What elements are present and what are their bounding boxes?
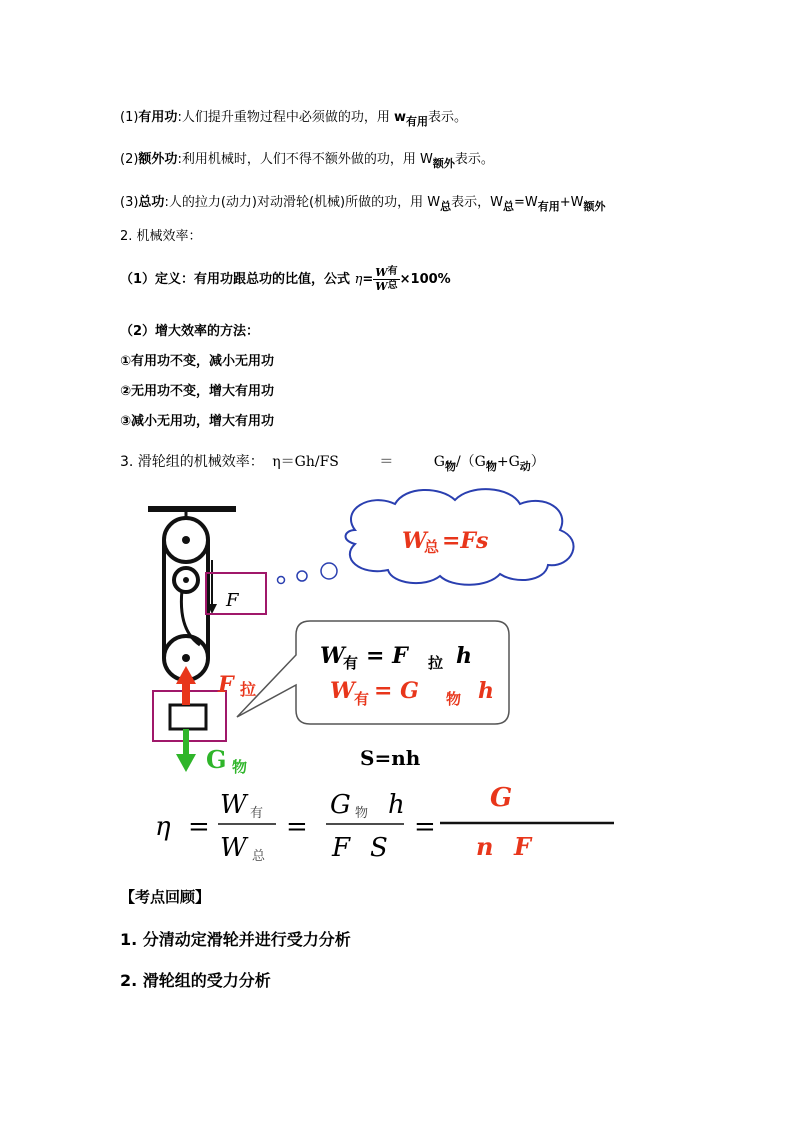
svg-text:物: 物 (355, 806, 369, 821)
efficiency-heading: 2. 机械效率： (120, 229, 202, 244)
svg-text:n: n (476, 832, 494, 861)
cloud-eq: =Fs (442, 528, 489, 554)
speech-bubble (237, 621, 509, 724)
svg-text:G: G (490, 783, 513, 813)
svg-text:W: W (220, 833, 247, 863)
svg-text:拉: 拉 (240, 680, 257, 699)
svg-text:有: 有 (343, 654, 359, 672)
svg-text:h: h (456, 643, 472, 669)
svg-text:h: h (388, 790, 405, 820)
bubble-line2-w: W (330, 678, 355, 704)
svg-text:有: 有 (250, 806, 264, 821)
small-pulley (174, 568, 198, 592)
method-title: （2）增大效率的方法： (120, 324, 260, 339)
svg-text:F: F (332, 833, 351, 863)
svg-text:W: W (220, 790, 247, 820)
review-title: 【考点回顾】 (120, 888, 211, 906)
svg-text:=: = (286, 812, 308, 842)
def-extra-work: (2)额外功:利用机械时，人们不得不额外做的功，用 $W_{额外}$表示。 (120, 152, 494, 170)
svg-text:物: 物 (446, 690, 462, 708)
cloud-w: W (402, 528, 427, 554)
svg-text:= G: = G (374, 678, 419, 704)
load-block (170, 705, 206, 729)
s-equals-nh: S=nh (360, 746, 421, 770)
method-item: ①有用功不变，减小无用功 (120, 354, 275, 369)
svg-text:F: F (514, 832, 532, 861)
bubble-line1-w: W (320, 643, 345, 669)
method-item: ②无用功不变，增大有用功 (120, 384, 275, 399)
svg-text:h: h (478, 678, 494, 704)
method-item: ③减小无用功，增大有用功 (120, 414, 275, 429)
g-arrow (176, 754, 196, 772)
def-useful-work: (1)有用功:人们提升重物过程中必须做的功，用 $w_{有用}$表示。 (120, 110, 467, 128)
svg-text:= F: = F (366, 643, 408, 669)
svg-text:拉: 拉 (428, 654, 444, 672)
pulley-heading: 3. 滑轮组的机械效率： $\eta=Gh/FS = G_物/(G_物+G_动)$ (120, 454, 545, 473)
pulley-diagram (0, 480, 794, 900)
svg-text:物: 物 (232, 758, 248, 776)
g-label: G (206, 745, 227, 774)
svg-text:S: S (370, 833, 388, 863)
def-total-work: (3)总功:人的拉力(动力)对动滑轮(机械)所做的功，用 $W_总$表示，$W_总=W_{有用}+W_{额外}$ (120, 195, 606, 213)
svg-text:η: η (155, 812, 171, 842)
f-pull-label: F (218, 672, 234, 698)
svg-text:总: 总 (252, 849, 266, 864)
ceiling-bar (148, 506, 236, 512)
efficiency-definition: （1）定义：有用功跟总功的比值，公式 η= $\frac{\text{W有}}{\text{W总}}$ ×100% (120, 266, 451, 293)
big-efficiency-formula (155, 783, 614, 864)
f-label: F (226, 590, 239, 611)
svg-text:=: = (188, 812, 210, 842)
review-item: 1. 分清动定滑轮并进行受力分析 (120, 930, 351, 949)
svg-text:总: 总 (424, 538, 440, 556)
review-item: 2. 滑轮组的受力分析 (120, 971, 271, 990)
svg-text:G: G (330, 790, 351, 820)
fixed-pulley (164, 518, 208, 562)
svg-text:有: 有 (354, 690, 370, 708)
efficiency-fraction: $\frac{\text{W有}}{\text{W总}}$ (375, 266, 398, 293)
svg-text:=: = (414, 812, 436, 842)
